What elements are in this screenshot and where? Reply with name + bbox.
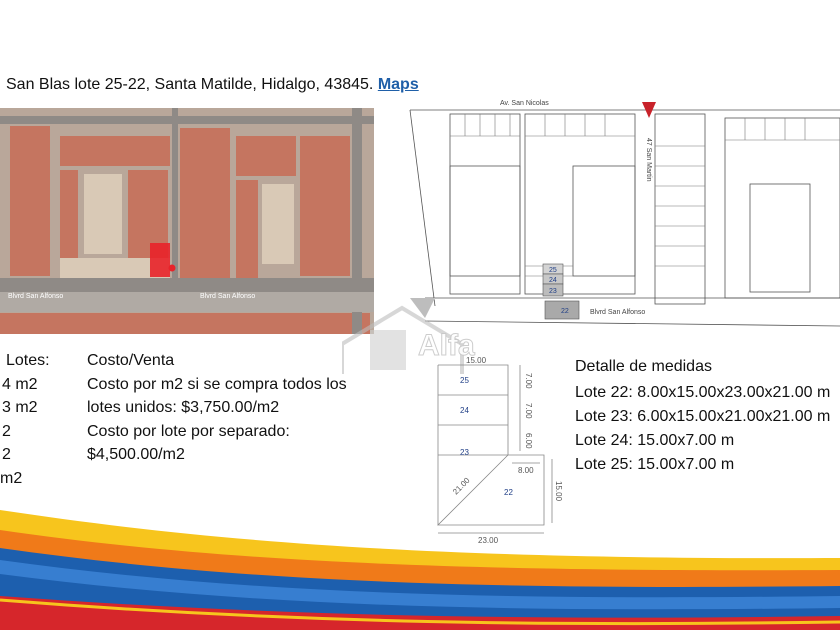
lotes-heading: Lotes:	[6, 352, 50, 369]
medidas-detail	[575, 355, 830, 477]
lotes-item-5: m2	[0, 469, 23, 487]
costo-line-2: lotes unidos: $3,750.00/m2	[87, 399, 280, 416]
address-header	[6, 76, 419, 94]
lot-label-25: 25	[549, 267, 557, 274]
costo-column	[87, 349, 347, 467]
lotes-item-3: 2	[2, 422, 11, 440]
detail-lot-22: 22	[504, 488, 513, 497]
lot-label-24: 24	[549, 277, 557, 284]
street-label-bottom: Blvrd San Alfonso	[590, 309, 646, 316]
map-pin-icon	[169, 265, 176, 272]
dim-right-25: 7.00	[524, 373, 533, 389]
detail-lot-24: 24	[460, 406, 469, 415]
dim-right-23: 6.00	[524, 433, 533, 449]
decorative-swoosh	[0, 500, 840, 630]
street-label-top: Av. San Nicolas	[500, 100, 549, 107]
aerial-road-label-left: Blvrd San Alfonso	[8, 293, 64, 300]
dim-right-24: 7.00	[524, 403, 533, 419]
aerial-road-label-right: Blvrd San Alfonso	[200, 293, 256, 300]
detail-lot-23: 23	[460, 448, 469, 457]
costo-line-3: Costo por lote por separado:	[87, 422, 290, 440]
dim-top: 15.00	[466, 356, 487, 365]
detail-lot-25: 25	[460, 376, 469, 385]
address-text: San Blas lote 25-22, Santa Matilde, Hidalgo, 43845.	[6, 76, 374, 93]
medidas-lote-25: Lote 25: 15.00x7.00 m	[575, 456, 735, 473]
lot-label-22: 22	[561, 308, 569, 315]
highlighted-lot	[150, 243, 170, 277]
costo-line-1: Costo por m2 si se compra todos los	[87, 375, 347, 393]
dim-step: 8.00	[518, 466, 534, 475]
aerial-map	[0, 108, 374, 334]
lot-label-23: 23	[549, 288, 557, 295]
medidas-title: Detalle de medidas	[575, 358, 712, 375]
street-label-side: 47 San Martin	[645, 138, 652, 182]
lotes-item-1: 4 m2	[2, 375, 38, 393]
dim-diagonal: 21.00	[451, 475, 472, 497]
lotes-item-4: 2	[2, 446, 11, 463]
watermark-text: Alfa	[418, 329, 475, 362]
costo-line-4: $4,500.00/m2	[87, 446, 185, 463]
medidas-lote-24: Lote 24: 15.00x7.00 m	[575, 432, 735, 449]
medidas-lote-22: Lote 22: 8.00x15.00x23.00x21.00 m	[575, 384, 831, 401]
medidas-lote-23: Lote 23: 6.00x15.00x21.00x21.00 m	[575, 408, 831, 425]
lotes-item-2: 3 m2	[2, 399, 38, 416]
maps-link[interactable]: Maps	[377, 76, 419, 93]
lotes-column	[0, 349, 50, 490]
costo-heading: Costo/Venta	[87, 352, 175, 369]
dim-right-22: 15.00	[554, 481, 563, 502]
dim-bottom: 23.00	[478, 536, 499, 545]
